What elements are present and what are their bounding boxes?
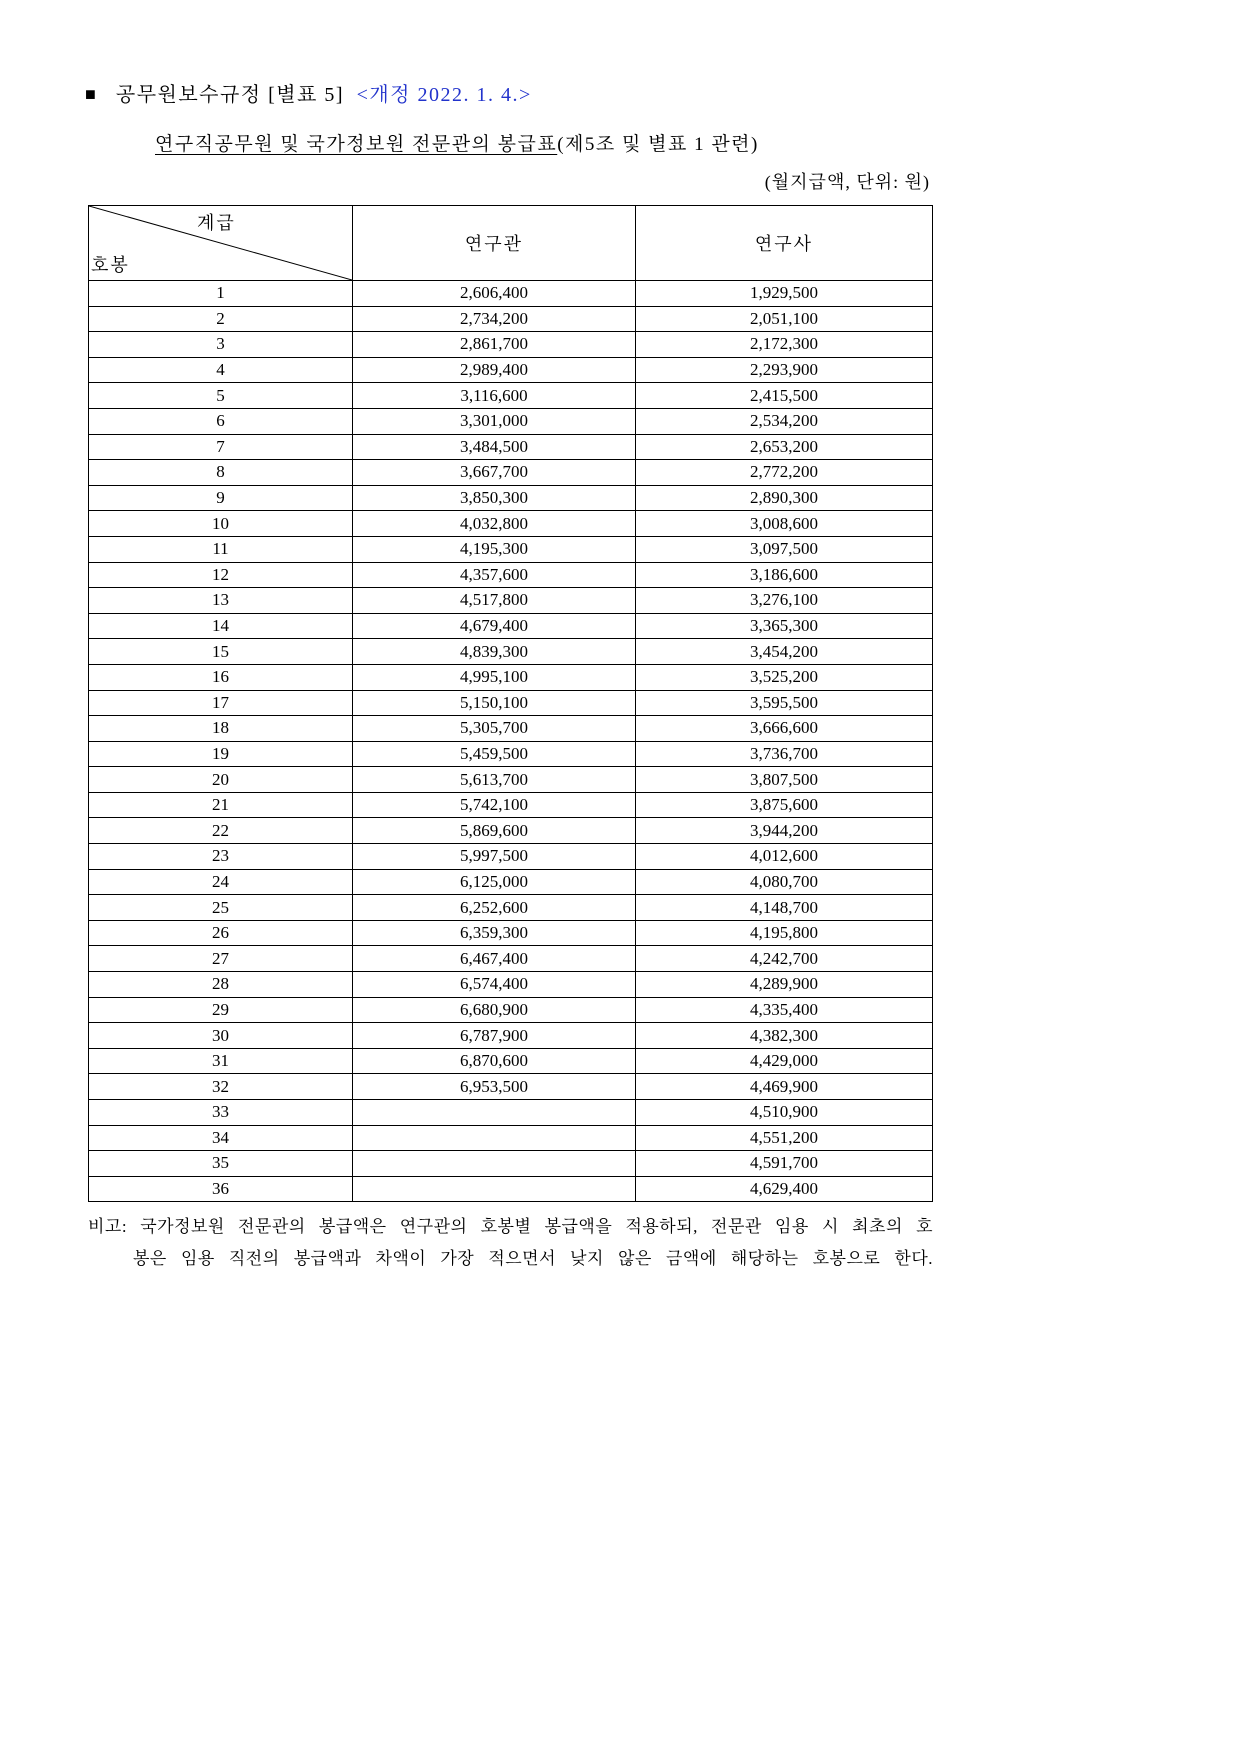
black-square-icon: ■	[85, 84, 98, 104]
hobong-cell: 35	[89, 1151, 353, 1177]
table-row	[89, 946, 933, 972]
hobong-cell: 34	[89, 1125, 353, 1151]
hobong-cell: 8	[89, 460, 353, 486]
hobong-cell: 24	[89, 869, 353, 895]
hobong-cell: 18	[89, 716, 353, 742]
yeongusa-cell: 3,008,600	[636, 511, 933, 537]
yeonguwan-cell: 4,517,800	[353, 588, 636, 614]
hobong-cell: 4	[89, 357, 353, 383]
yeongusa-cell: 4,195,800	[636, 920, 933, 946]
yeonguwan-cell: 6,467,400	[353, 946, 636, 972]
yeongusa-cell: 2,051,100	[636, 306, 933, 332]
hobong-cell: 1	[89, 281, 353, 307]
hobong-cell: 22	[89, 818, 353, 844]
yeongusa-cell: 4,510,900	[636, 1100, 933, 1126]
table-row	[89, 1176, 933, 1202]
yeongusa-cell: 3,875,600	[636, 792, 933, 818]
yeonguwan-cell: 4,357,600	[353, 562, 636, 588]
hobong-cell: 19	[89, 741, 353, 767]
table-row	[89, 383, 933, 409]
hobong-cell: 30	[89, 1023, 353, 1049]
yeongusa-cell: 4,012,600	[636, 844, 933, 870]
hobong-cell: 28	[89, 972, 353, 998]
yeonguwan-cell: 4,839,300	[353, 639, 636, 665]
yeongusa-cell: 4,551,200	[636, 1125, 933, 1151]
column-header-yeongusa: 연구사	[636, 206, 933, 281]
yeongusa-cell: 4,629,400	[636, 1176, 933, 1202]
column-header-yeonguwan: 연구관	[353, 206, 636, 281]
table-row	[89, 434, 933, 460]
table-row	[89, 869, 933, 895]
table-row	[89, 818, 933, 844]
yeonguwan-cell: 6,870,600	[353, 1048, 636, 1074]
hobong-cell: 27	[89, 946, 353, 972]
salary-table	[88, 205, 933, 1202]
hobong-cell: 14	[89, 613, 353, 639]
hobong-cell: 6	[89, 408, 353, 434]
hobong-cell: 15	[89, 639, 353, 665]
table-row	[89, 895, 933, 921]
yeongusa-cell: 3,736,700	[636, 741, 933, 767]
table-row	[89, 408, 933, 434]
yeonguwan-cell: 6,252,600	[353, 895, 636, 921]
yeonguwan-cell: 3,667,700	[353, 460, 636, 486]
table-row	[89, 613, 933, 639]
yeonguwan-cell: 6,125,000	[353, 869, 636, 895]
yeongusa-cell: 3,365,300	[636, 613, 933, 639]
yeonguwan-cell: 6,359,300	[353, 920, 636, 946]
yeonguwan-cell: 4,032,800	[353, 511, 636, 537]
yeongusa-cell: 2,293,900	[636, 357, 933, 383]
yeongusa-cell: 2,772,200	[636, 460, 933, 486]
yeonguwan-cell: 2,989,400	[353, 357, 636, 383]
yeongusa-cell: 4,289,900	[636, 972, 933, 998]
table-row	[89, 997, 933, 1023]
yeongusa-cell: 3,595,500	[636, 690, 933, 716]
table-row	[89, 485, 933, 511]
table-header-row	[89, 206, 933, 281]
yeonguwan-cell: 2,606,400	[353, 281, 636, 307]
yeonguwan-cell: 5,150,100	[353, 690, 636, 716]
yeonguwan-cell	[353, 1100, 636, 1126]
yeonguwan-cell: 6,787,900	[353, 1023, 636, 1049]
yeongusa-cell: 3,454,200	[636, 639, 933, 665]
document-title-main: 연구직공무원 및 국가정보원 전문관의 봉급표	[155, 134, 558, 155]
table-row	[89, 1125, 933, 1151]
yeongusa-cell: 4,469,900	[636, 1074, 933, 1100]
yeonguwan-cell: 6,680,900	[353, 997, 636, 1023]
corner-label-gyegeup: 계급	[197, 213, 236, 233]
yeongusa-cell: 4,335,400	[636, 997, 933, 1023]
yeonguwan-cell: 2,734,200	[353, 306, 636, 332]
yeonguwan-cell: 6,574,400	[353, 972, 636, 998]
yeonguwan-cell: 5,742,100	[353, 792, 636, 818]
yeongusa-cell: 2,415,500	[636, 383, 933, 409]
table-row	[89, 281, 933, 307]
footnote	[88, 1211, 933, 1275]
yeongusa-cell: 4,591,700	[636, 1151, 933, 1177]
hobong-cell: 23	[89, 844, 353, 870]
yeongusa-cell: 3,097,500	[636, 536, 933, 562]
hobong-cell: 11	[89, 536, 353, 562]
yeonguwan-cell: 2,861,700	[353, 332, 636, 358]
hobong-cell: 29	[89, 997, 353, 1023]
table-row	[89, 588, 933, 614]
table-row	[89, 306, 933, 332]
table-row	[89, 741, 933, 767]
yeongusa-cell: 3,807,500	[636, 767, 933, 793]
yeongusa-cell: 4,242,700	[636, 946, 933, 972]
yeonguwan-cell: 4,195,300	[353, 536, 636, 562]
yeonguwan-cell: 3,850,300	[353, 485, 636, 511]
yeonguwan-cell: 3,484,500	[353, 434, 636, 460]
table-row	[89, 562, 933, 588]
yeongusa-cell: 4,382,300	[636, 1023, 933, 1049]
yeonguwan-cell	[353, 1176, 636, 1202]
table-row	[89, 920, 933, 946]
yeongusa-cell: 3,525,200	[636, 664, 933, 690]
hobong-cell: 16	[89, 664, 353, 690]
yeongusa-cell: 4,148,700	[636, 895, 933, 921]
table-corner-cell	[89, 206, 353, 281]
document-title	[155, 129, 759, 156]
yeongusa-cell: 2,172,300	[636, 332, 933, 358]
document-title-suffix: (제5조 및 별표 1 관련)	[557, 134, 759, 155]
table-row	[89, 536, 933, 562]
yeongusa-cell: 3,666,600	[636, 716, 933, 742]
table-row	[89, 972, 933, 998]
yeongusa-cell: 4,429,000	[636, 1048, 933, 1074]
hobong-cell: 2	[89, 306, 353, 332]
table-row	[89, 844, 933, 870]
footnote-line2: 봉은 임용 직전의 봉급액과 차액이 가장 적으면서 낮지 않은 금액에 해당하는 호봉으로 한다.	[133, 1249, 933, 1268]
yeongusa-cell: 3,186,600	[636, 562, 933, 588]
table-row	[89, 664, 933, 690]
yeonguwan-cell	[353, 1125, 636, 1151]
yeonguwan-cell: 5,869,600	[353, 818, 636, 844]
hobong-cell: 12	[89, 562, 353, 588]
hobong-cell: 25	[89, 895, 353, 921]
table-row	[89, 639, 933, 665]
yeonguwan-cell	[353, 1151, 636, 1177]
hobong-cell: 13	[89, 588, 353, 614]
hobong-cell: 5	[89, 383, 353, 409]
table-row	[89, 357, 933, 383]
unit-note: (월지급액, 단위: 원)	[764, 172, 930, 192]
yeonguwan-cell: 4,995,100	[353, 664, 636, 690]
hobong-cell: 36	[89, 1176, 353, 1202]
table-row	[89, 690, 933, 716]
yeonguwan-cell: 5,459,500	[353, 741, 636, 767]
table-row	[89, 792, 933, 818]
yeongusa-cell: 3,276,100	[636, 588, 933, 614]
table-row	[89, 1151, 933, 1177]
hobong-cell: 26	[89, 920, 353, 946]
hobong-cell: 32	[89, 1074, 353, 1100]
yeongusa-cell: 4,080,700	[636, 869, 933, 895]
hobong-cell: 17	[89, 690, 353, 716]
yeonguwan-cell: 5,305,700	[353, 716, 636, 742]
salary-table-body	[89, 281, 933, 1202]
yeonguwan-cell: 5,997,500	[353, 844, 636, 870]
hobong-cell: 3	[89, 332, 353, 358]
hobong-cell: 10	[89, 511, 353, 537]
table-row	[89, 511, 933, 537]
regulation-title: 공무원보수규정 [별표 5]	[115, 84, 345, 106]
table-row	[89, 1100, 933, 1126]
hobong-cell: 20	[89, 767, 353, 793]
table-row	[89, 1074, 933, 1100]
table-row	[89, 767, 933, 793]
yeongusa-cell: 2,534,200	[636, 408, 933, 434]
hobong-cell: 31	[89, 1048, 353, 1074]
yeonguwan-cell: 4,679,400	[353, 613, 636, 639]
table-row	[89, 460, 933, 486]
yeonguwan-cell: 6,953,500	[353, 1074, 636, 1100]
yeongusa-cell: 2,653,200	[636, 434, 933, 460]
hobong-cell: 7	[89, 434, 353, 460]
table-row	[89, 1048, 933, 1074]
table-row	[89, 1023, 933, 1049]
regulation-header	[85, 78, 532, 107]
hobong-cell: 21	[89, 792, 353, 818]
hobong-cell: 9	[89, 485, 353, 511]
yeongusa-cell: 3,944,200	[636, 818, 933, 844]
table-row	[89, 332, 933, 358]
yeongusa-cell: 1,929,500	[636, 281, 933, 307]
table-row	[89, 716, 933, 742]
yeonguwan-cell: 5,613,700	[353, 767, 636, 793]
hobong-cell: 33	[89, 1100, 353, 1126]
footnote-line1: 비고: 국가정보원 전문관의 봉급액은 연구관의 호봉별 봉급액을 적용하되, 전문관 임용 시 최초의 호	[88, 1217, 933, 1236]
yeongusa-cell: 2,890,300	[636, 485, 933, 511]
yeonguwan-cell: 3,116,600	[353, 383, 636, 409]
yeonguwan-cell: 3,301,000	[353, 408, 636, 434]
corner-label-hobong: 호봉	[91, 255, 130, 275]
revision-date: <개정 2022. 1. 4.>	[356, 84, 532, 106]
